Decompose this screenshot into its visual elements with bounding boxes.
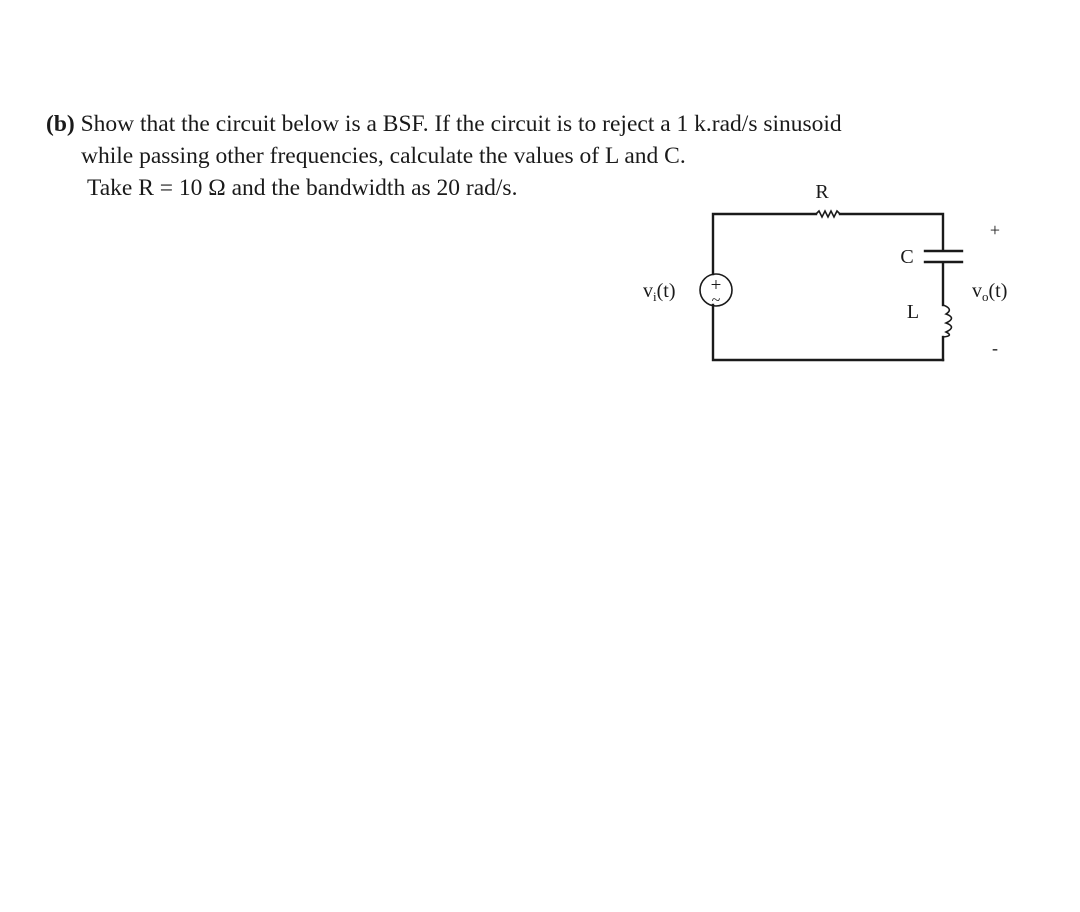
wire-left-top bbox=[713, 214, 816, 274]
input-voltage-subscript: i bbox=[653, 289, 657, 304]
problem-line-2: while passing other frequencies, calculate the values of L and C. bbox=[81, 143, 686, 169]
input-voltage-arg: (t) bbox=[656, 280, 676, 302]
source-tilde-sign: ~ bbox=[711, 292, 721, 309]
resistor bbox=[816, 211, 840, 217]
inductor-label: L bbox=[906, 301, 920, 323]
source-plus-sign: + bbox=[710, 275, 722, 296]
output-voltage-subscript: o bbox=[982, 289, 989, 304]
input-voltage-base: v bbox=[643, 280, 653, 302]
resistor-label: R bbox=[815, 181, 829, 203]
output-plus-sign: + bbox=[989, 220, 1001, 240]
problem-line-3: Take R = 10 Ω and the bandwidth as 20 rad/s. bbox=[87, 175, 518, 201]
capacitor-label: C bbox=[900, 246, 914, 268]
output-voltage-base: v bbox=[972, 280, 982, 302]
part-label: (b) bbox=[46, 111, 75, 137]
wire-top-right bbox=[840, 214, 943, 249]
problem-line-1-text: Show that the circuit below is a BSF. If the circuit is to reject a 1 k.rad/s sinusoid bbox=[80, 111, 842, 137]
inductor bbox=[943, 305, 952, 337]
input-voltage-label bbox=[643, 280, 676, 304]
output-minus-sign: - bbox=[992, 338, 998, 358]
output-voltage-arg: (t) bbox=[988, 280, 1008, 302]
output-voltage-label bbox=[972, 280, 1007, 304]
